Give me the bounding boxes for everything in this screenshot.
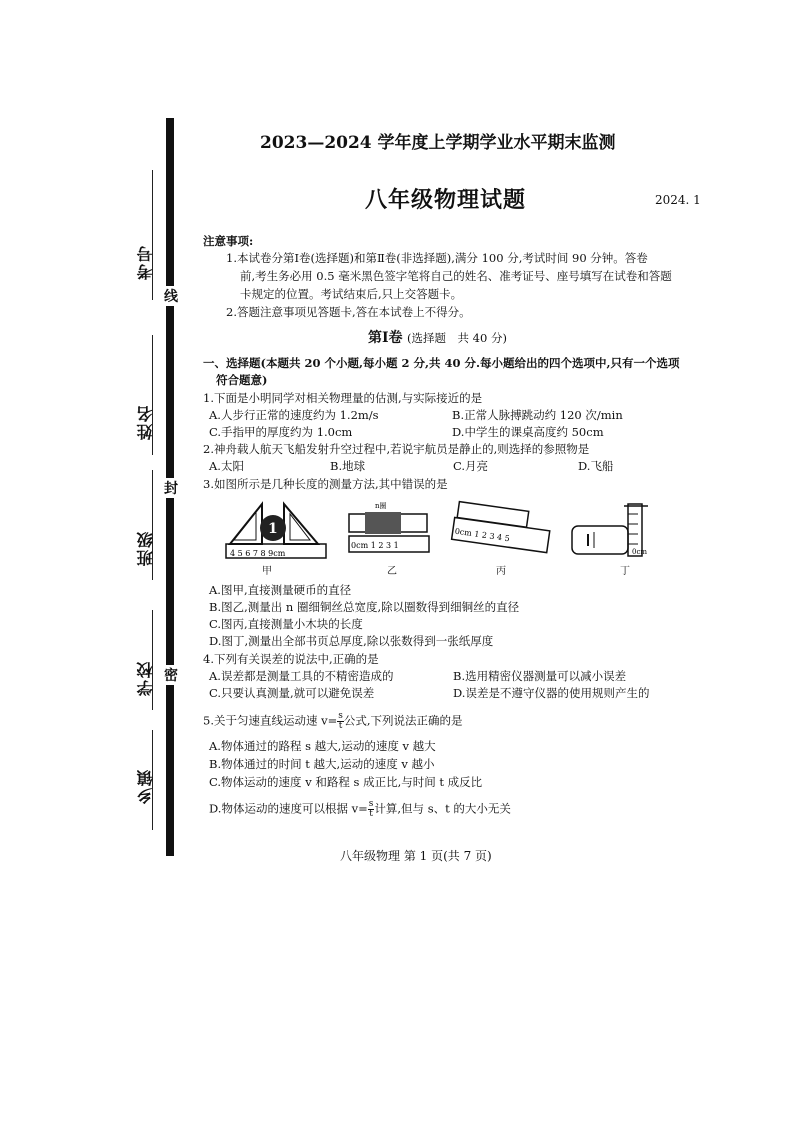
seal-char-mi: 密: [164, 665, 178, 685]
exam-title-line1: 2023—2024 学年度上学期学业水平期末监测: [260, 133, 616, 153]
notice-line-2: 前,考生务必用 0.5 毫米黑色签字笔将自己的姓名、准考证号、座号填写在试卷和答题: [240, 269, 672, 283]
q5-option-c: C.物体运动的速度 v 和路程 s 成正比,与时间 t 成反比: [209, 775, 483, 789]
q2-option-b: B.地球: [330, 459, 366, 473]
q5-formula-fraction: [337, 712, 344, 731]
q1-stem: 1.下面是小明同学对相关物理量的估测,与实际接近的是: [203, 391, 483, 405]
jia-ruler-labels: 4 5 6 7 8 9cm: [230, 549, 286, 558]
q4-option-d: D.误差是不遵守仪器的使用规则产生的: [453, 686, 650, 700]
q1-option-d: D.中学生的课桌高度约 50cm: [452, 425, 604, 439]
q4-option-b: B.选用精密仪器测量可以减小误差: [453, 669, 627, 683]
q5-stem: [203, 712, 463, 731]
book-icon: [572, 526, 628, 554]
section-instructions-line2: 符合题意): [216, 373, 268, 387]
q3-option-d: D.图丁,测量出全部书页总厚度,除以张数得到一张纸厚度: [209, 634, 494, 648]
q5-option-b: B.物体通过的时间 t 越大,运动的速度 v 越小: [209, 757, 435, 771]
section-heading: [368, 330, 507, 346]
q5-option-d-pre: D.物体运动的速度可以根据 v=: [209, 801, 368, 816]
figure-bing: [450, 500, 555, 562]
q2-stem: 2.神舟载人航天飞船发射升空过程中,若说宇航员是静止的,则选择的参照物是: [203, 442, 590, 456]
caption-jia: 甲: [262, 566, 272, 577]
ding-ruler-labels: 0cm: [632, 548, 648, 556]
yi-coil-label: n圈: [375, 502, 387, 510]
jia-right-triangle: [284, 504, 318, 544]
field-town: 乡镇: [136, 768, 155, 804]
q5-option-a: A.物体通过的路程 s 越大,运动的速度 v 越大: [209, 739, 436, 753]
seal-char-xian: 线: [164, 286, 178, 306]
caption-bing: 丙: [496, 566, 506, 577]
section-title: 第Ⅰ卷: [368, 330, 403, 346]
q1-option-c: C.手指甲的厚度约为 1.0cm: [209, 425, 353, 439]
exam-date: 2024. 1: [655, 193, 701, 207]
figure-ding: [568, 500, 658, 562]
q5-frac-num: s: [338, 711, 343, 721]
q4-stem: 4.下列有关误差的说法中,正确的是: [203, 652, 379, 666]
q5-stem-post: 公式,下列说法正确的是: [343, 713, 463, 728]
q3-option-c: C.图丙,直接测量小木块的长度: [209, 617, 363, 631]
q2-option-a: A.太阳: [209, 459, 244, 473]
q1-option-a: A.人步行正常的速度约为 1.2m/s: [209, 408, 379, 422]
section-subtitle: (选择题 共 40 分): [407, 331, 507, 345]
bing-ruler-group: [452, 517, 550, 552]
notice-line-1: 1.本试卷分第Ⅰ卷(选择题)和第Ⅱ卷(非选择题),满分 100 分,考试时间 90 分钟。答卷: [226, 251, 648, 265]
caption-yi: 乙: [387, 566, 397, 577]
q5-option-d-fraction: $\frac{s}{t}$: [368, 799, 374, 819]
page-footer: 八年级物理 第 1 页(共 7 页): [340, 849, 492, 863]
exam-title-line2: 八年级物理试题: [365, 187, 527, 213]
section-instructions-line1: 一、选择题(本题共 20 个小题,每小题 2 分,共 40 分.每小题给出的四个选项中,只有一个选项: [203, 356, 680, 370]
field-class: 班级: [136, 530, 155, 566]
seal-char-feng: 封: [164, 478, 178, 498]
field-school: 学校: [136, 660, 155, 696]
q4-option-c: C.只要认真测量,就可以避免误差: [209, 686, 375, 700]
q2-option-d: D.飞船: [578, 459, 614, 473]
underline-exam-number: [152, 170, 153, 300]
q1-option-b: B.正常人脉搏跳动约 120 次/min: [452, 408, 623, 422]
q5-frac-den: t: [338, 721, 343, 731]
q5-option-d-post: 计算,但与 s、t 的大小无关: [374, 801, 511, 816]
figure-yi: [345, 500, 435, 562]
q5-stem-pre: 5.关于匀速直线运动速 v=: [203, 713, 338, 728]
figure-jia: [222, 500, 332, 562]
q5-option-d: [209, 800, 511, 819]
field-exam-number: 考号: [136, 244, 155, 280]
yi-ruler-labels: 0cm 1 2 3 1: [351, 541, 399, 550]
jia-left-triangle-inner: [234, 512, 256, 540]
notice-heading: 注意事项:: [203, 234, 254, 248]
field-name: 姓名: [136, 404, 155, 440]
notice-line-4: 2.答题注意事项见答题卡,答在本试卷上不得分。: [226, 305, 471, 319]
q3-stem: 3.如图所示是几种长度的测量方法,其中错误的是: [203, 477, 448, 491]
q2-option-c: C.月亮: [453, 459, 489, 473]
bing-ruler-labels: 0cm 1 2 3 4 5: [454, 526, 511, 544]
svg-text:1: 1: [268, 521, 278, 537]
q3-option-b: B.图乙,测量出 n 圈细铜丝总宽度,除以圈数得到细铜丝的直径: [209, 600, 520, 614]
jia-right-triangle-inner: [290, 514, 310, 540]
q4-option-a: A.误差都是测量工具的不精密造成的: [209, 669, 394, 683]
wire-coil-icon: [365, 512, 401, 534]
notice-line-3: 卡规定的位置。考试结束后,只上交答题卡。: [240, 287, 463, 301]
q3-option-a: A.图甲,直接测量硬币的直径: [209, 583, 352, 597]
caption-ding: 丁: [620, 566, 630, 577]
